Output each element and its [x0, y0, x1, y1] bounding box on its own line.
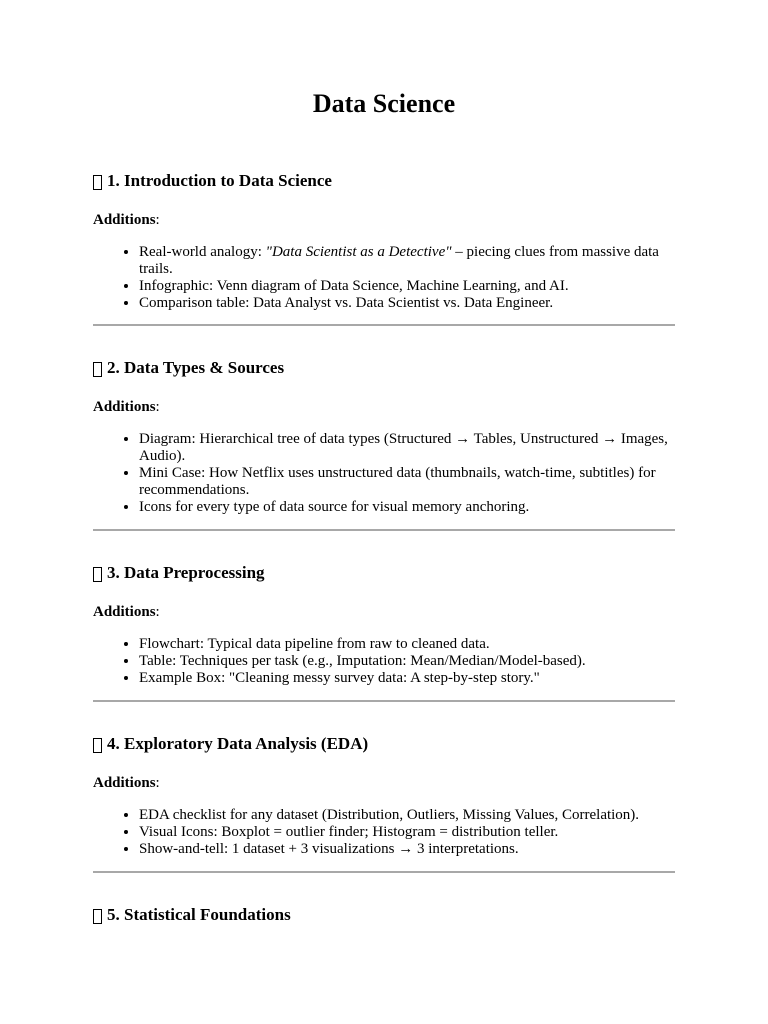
list-item: • Show-and-tell: 1 dataset + 3 visualizations → 3 interpretations. [139, 841, 675, 858]
section-heading-text: 2. Data Types & Sources [107, 358, 285, 377]
list-item: • EDA checklist for any dataset (Distribution, Outliers, Missing Values, Correlation). [139, 807, 675, 824]
emoji-placeholder-icon [93, 175, 102, 190]
list-item: • Example Box: "Cleaning messy survey data: A step-by-step story." [139, 670, 675, 687]
section-statistics [93, 904, 675, 926]
page-title: Data Science [312, 89, 456, 118]
section-heading [93, 562, 675, 584]
emoji-placeholder-icon [93, 362, 102, 377]
list-item: • Table: Techniques per task (e.g., Imputation: Mean/Median/Model-based). [139, 653, 675, 670]
section-divider [93, 871, 675, 873]
list-item: • Mini Case: How Netflix uses unstructured data (thumbnails, watch-time, subtitles) for recommendations. [139, 465, 675, 499]
section-introduction [93, 170, 675, 312]
section-divider [93, 324, 675, 326]
section-heading [93, 357, 675, 379]
additions-label: Additions: [93, 212, 160, 228]
additions-label: Additions: [93, 604, 160, 620]
additions-label: Additions: [93, 399, 160, 415]
additions-list [93, 636, 675, 687]
additions-list [93, 431, 675, 516]
additions-list [93, 244, 675, 312]
section-heading-text: 3. Data Preprocessing [107, 563, 265, 582]
additions-label: Additions: [93, 775, 160, 791]
list-item: • Infographic: Venn diagram of Data Science, Machine Learning, and AI. [139, 278, 675, 295]
section-heading [93, 904, 675, 926]
section-heading-text: 1. Introduction to Data Science [107, 171, 332, 190]
list-item: • Flowchart: Typical data pipeline from raw to cleaned data. [139, 636, 675, 653]
section-heading-text: 5. Statistical Foundations [107, 905, 291, 924]
emoji-placeholder-icon [93, 738, 102, 753]
additions-list [93, 807, 675, 858]
section-preprocessing [93, 562, 675, 687]
section-eda [93, 733, 675, 858]
list-item: • Visual Icons: Boxplot = outlier finder; Histogram = distribution teller. [139, 824, 675, 841]
list-item: • Real-world analogy: "Data Scientist as a Detective" – piecing clues from massive data trails. [139, 244, 675, 278]
section-divider [93, 700, 675, 702]
section-data-types [93, 357, 675, 516]
section-heading [93, 733, 675, 755]
section-divider [93, 529, 675, 531]
emoji-placeholder-icon [93, 567, 102, 582]
list-item: • Icons for every type of data source for visual memory anchoring. [139, 499, 675, 516]
list-item: • Diagram: Hierarchical tree of data types (Structured → Tables, Unstructured → Images, Audio). [139, 431, 675, 465]
section-heading [93, 170, 675, 192]
section-heading-text: 4. Exploratory Data Analysis (EDA) [107, 734, 369, 753]
list-item: • Comparison table: Data Analyst vs. Data Scientist vs. Data Engineer. [139, 295, 675, 312]
emoji-placeholder-icon [93, 909, 102, 924]
